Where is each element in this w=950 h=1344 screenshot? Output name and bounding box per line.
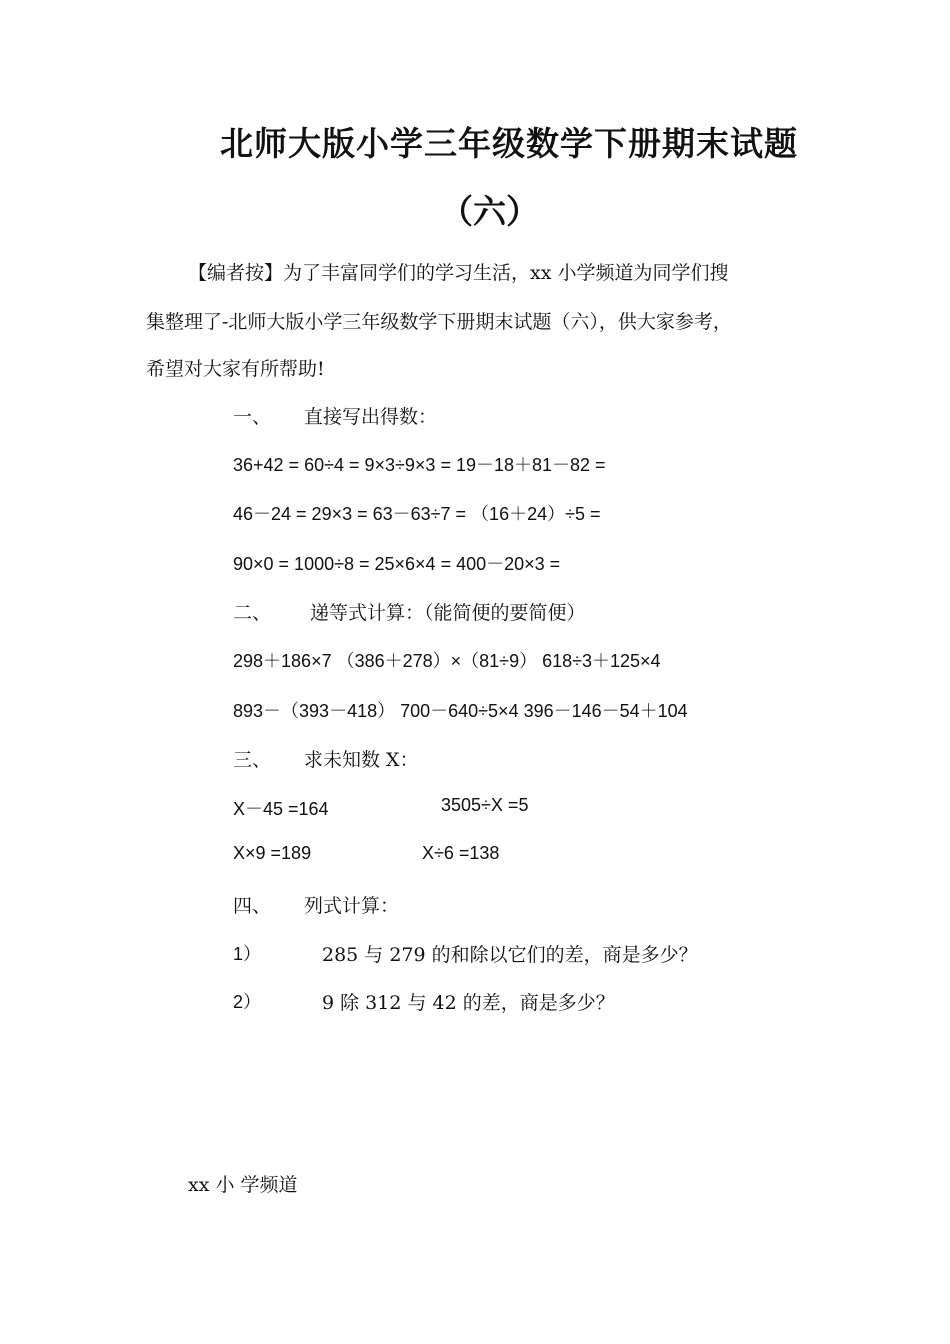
equation-2a: X×9 =189: [233, 843, 312, 863]
intro-line-1: 【编者按】为了丰富同学们的学习生活，xx 小学频道为同学们搜: [188, 262, 729, 284]
question-2-number: 2）: [233, 992, 262, 1012]
section1-row-3: 90×0 = 1000÷8 = 25×6×4 = 400－20×3 =: [233, 554, 561, 574]
question-2-text: 9 除 312 与 42 的差，商是多少？: [322, 992, 615, 1014]
section3-heading: [233, 745, 419, 772]
section4-title: 列式计算：: [304, 895, 400, 917]
document-subtitle: （六）: [440, 192, 539, 231]
section2-heading: [233, 598, 586, 625]
footer-text: xx 小 学频道: [188, 1174, 298, 1196]
section4-heading: [233, 891, 400, 918]
section2-number: 二、: [233, 602, 272, 624]
document-title: 北师大版小学三年级数学下册期末试题: [220, 124, 798, 163]
section1-row-1: 36+42 = 60÷4 = 9×3÷9×3 = 19－18＋81－82 =: [233, 455, 606, 475]
section1-number: 一、: [233, 406, 272, 428]
section1-row-2: 46－24 = 29×3 = 63－63÷7 = （16＋24）÷5 =: [233, 504, 601, 524]
equation-1b: 3505÷X =5: [441, 795, 529, 815]
question-1-number: 1）: [233, 944, 262, 964]
section3-title: 求未知数 X：: [304, 749, 419, 771]
section1-title: 直接写出得数：: [304, 406, 438, 428]
section2-row-1: 298＋186×7 （386＋278）×（81÷9） 618÷3＋125×4: [233, 651, 661, 671]
section4-number: 四、: [233, 895, 272, 917]
equation-2b: X÷6 =138: [422, 843, 500, 863]
section1-heading: [233, 402, 438, 429]
section2-row-2: 893－（393－418） 700－640÷5×4 396－146－54＋104: [233, 701, 688, 721]
section3-number: 三、: [233, 749, 272, 771]
equation-1a: X－45 =164: [233, 799, 329, 819]
question-2: [233, 988, 615, 1014]
intro-line-2: 集整理了-北师大版小学三年级数学下册期末试题（六），供大家参考，: [146, 311, 732, 333]
question-1: [233, 940, 698, 966]
intro-line-3: 希望对大家有所帮助!: [146, 358, 325, 380]
section2-title: 递等式计算：（能简便的要简便）: [310, 602, 586, 624]
question-1-text: 285 与 279 的和除以它们的差，商是多少？: [322, 944, 698, 966]
